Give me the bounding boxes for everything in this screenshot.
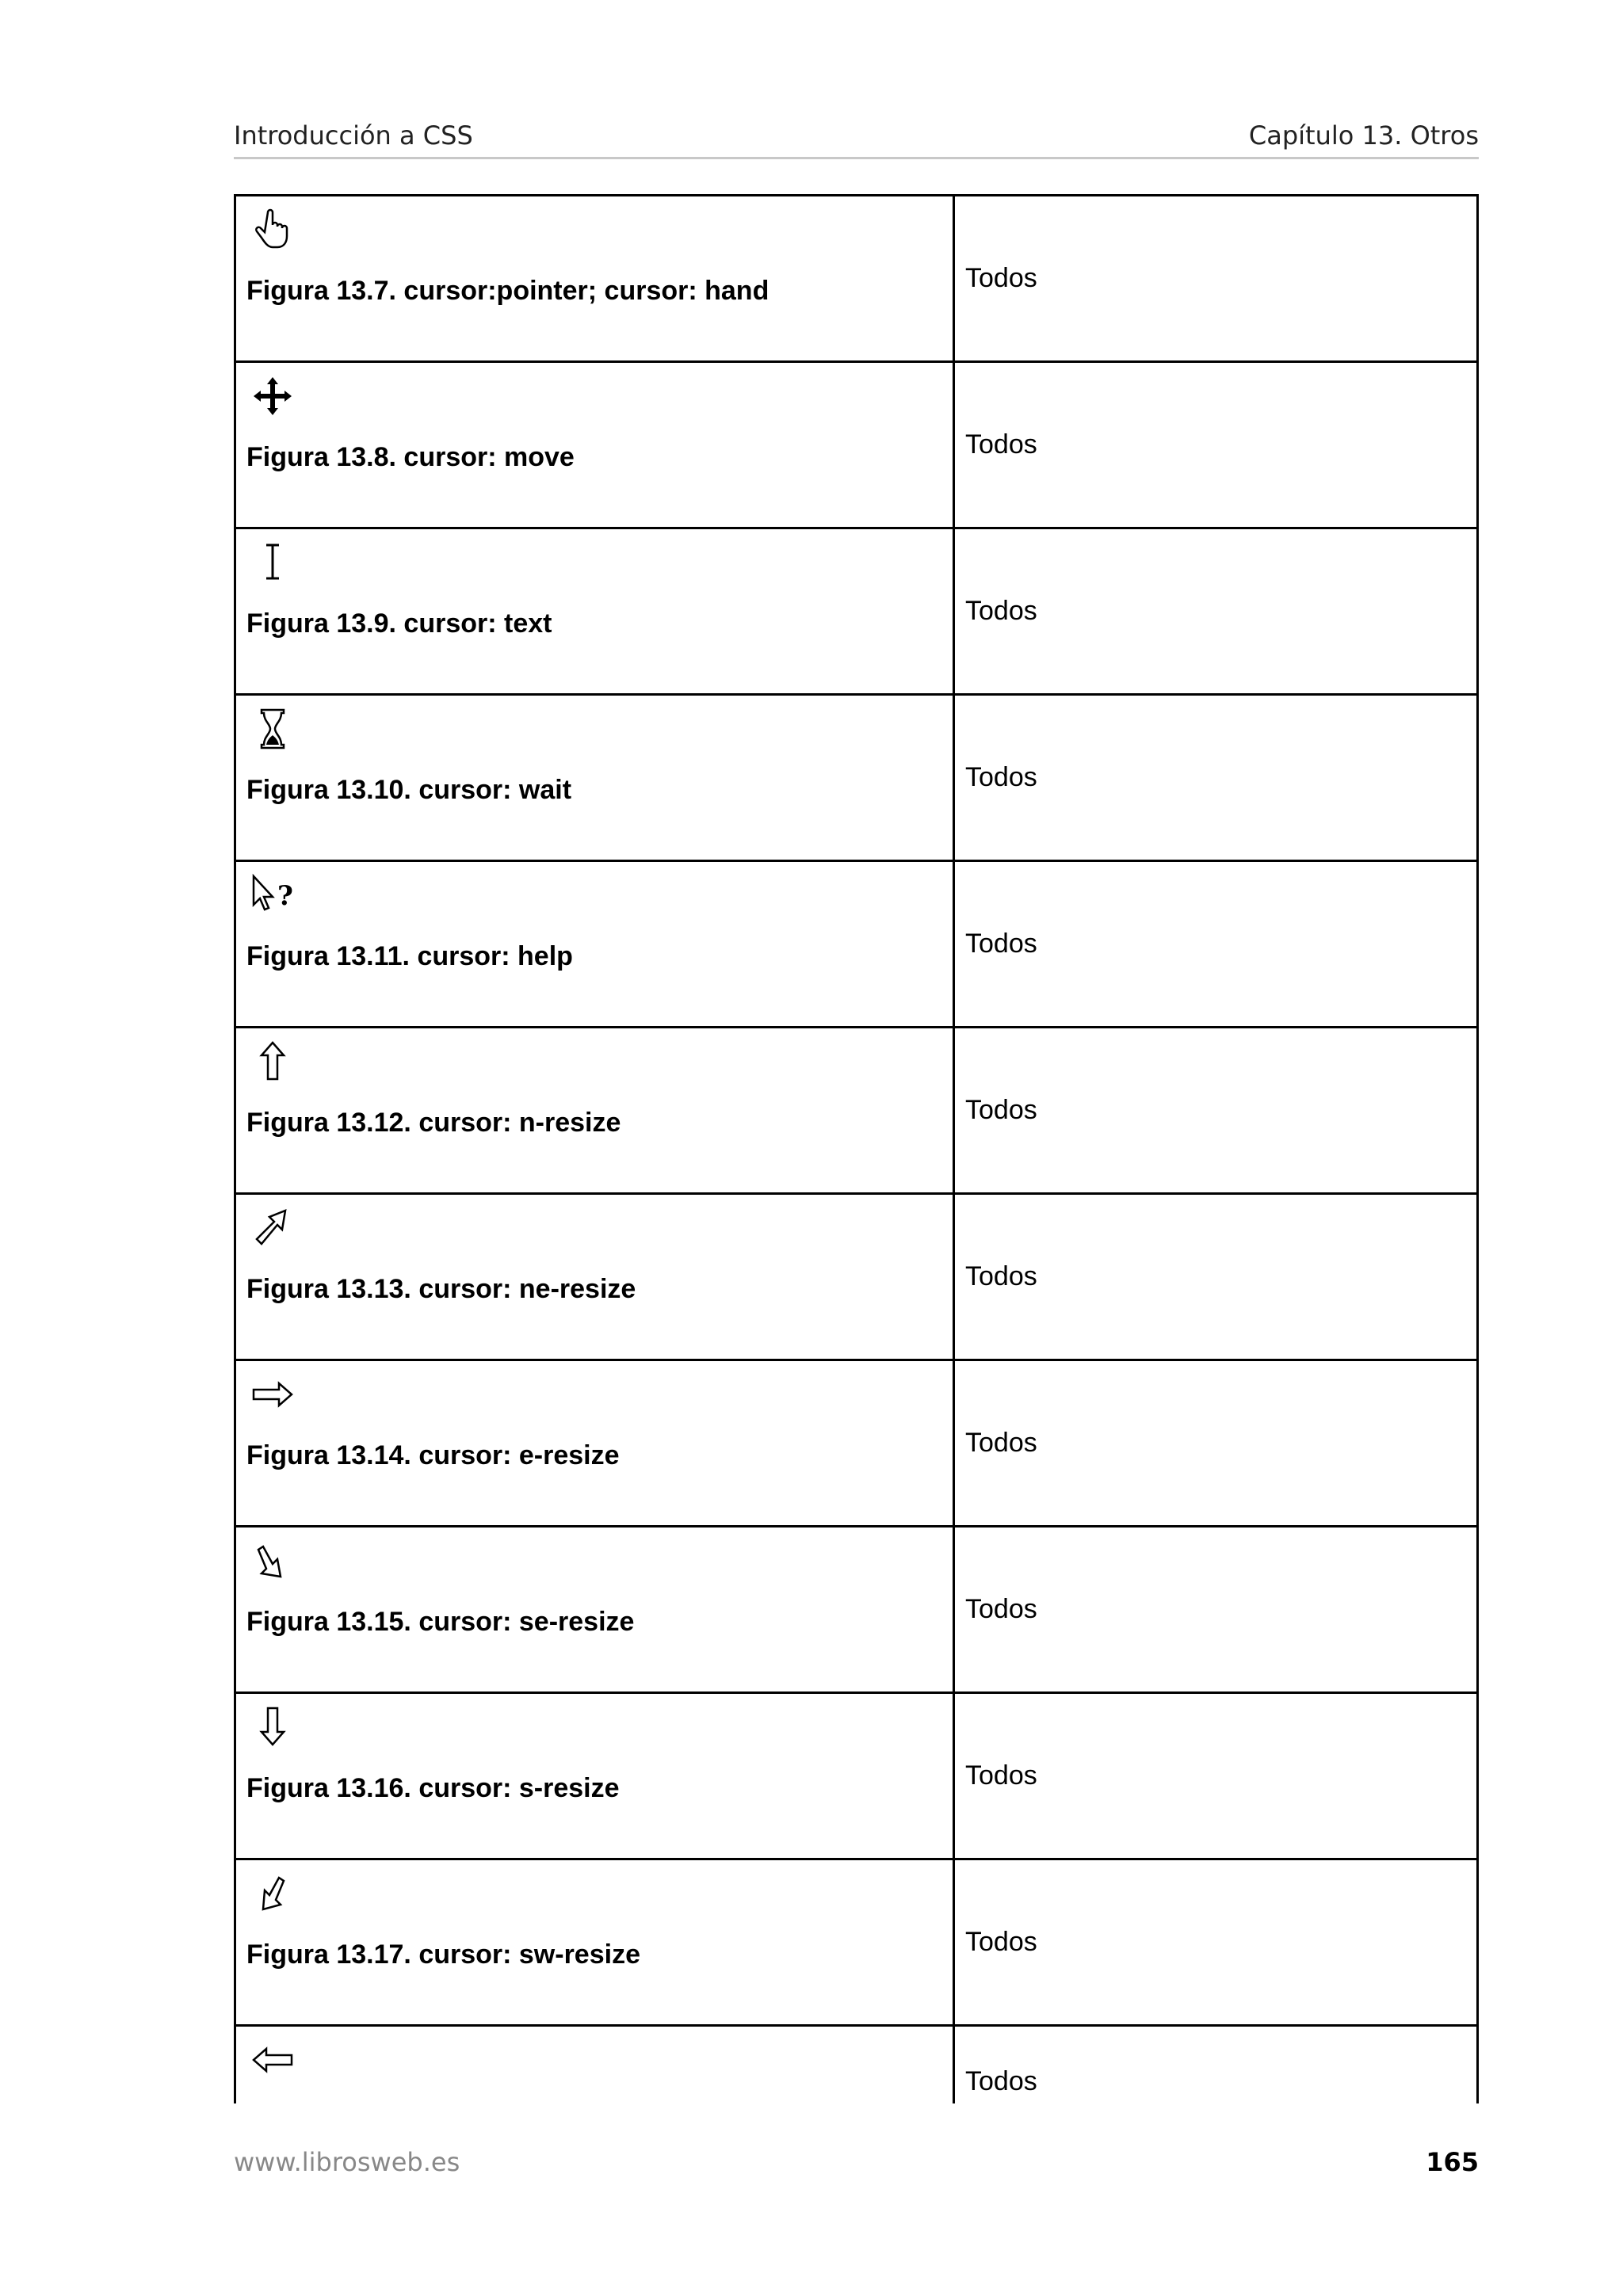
hand-pointer-icon <box>250 208 295 252</box>
table-row <box>236 2027 1476 2110</box>
arrow-up-icon <box>250 1039 295 1084</box>
table-row <box>236 696 1476 862</box>
table-row <box>236 1028 1476 1195</box>
table-row <box>236 1195 1476 1361</box>
arrow-down-icon <box>250 1705 295 1749</box>
figure-caption: Figura 13.16. cursor: s-resize <box>246 1773 620 1803</box>
arrow-down-left-icon <box>250 1871 295 1916</box>
browser-support: Todos <box>965 1927 1037 1957</box>
table-row <box>236 196 1476 363</box>
browser-support: Todos <box>965 1594 1037 1624</box>
hourglass-icon <box>250 707 295 751</box>
browser-support: Todos <box>965 1428 1037 1458</box>
browser-support: Todos <box>965 1261 1037 1291</box>
figure-caption: Figura 13.12. cursor: n-resize <box>246 1108 621 1138</box>
browser-support: Todos <box>965 2066 1037 2096</box>
figure-caption: Figura 13.14. cursor: e-resize <box>246 1440 620 1470</box>
site-url: www.librosweb.es <box>234 2147 460 2177</box>
cursor-table <box>234 194 1479 2103</box>
arrow-up-right-icon <box>250 1206 295 1250</box>
browser-support: Todos <box>965 596 1037 626</box>
figure-caption: Figura 13.10. cursor: wait <box>246 775 572 805</box>
browser-support: Todos <box>965 1760 1037 1791</box>
chapter-title: Capítulo 13. Otros <box>1248 120 1479 151</box>
text-beam-icon <box>250 540 295 585</box>
browser-support: Todos <box>965 1095 1037 1125</box>
page-header <box>234 117 1479 159</box>
svg-text:?: ? <box>277 880 293 912</box>
figure-caption: Figura 13.17. cursor: sw-resize <box>246 1939 640 1970</box>
table-row <box>236 363 1476 529</box>
help-cursor-icon <box>250 873 295 917</box>
arrow-left-icon <box>250 2038 295 2082</box>
table-row <box>236 1860 1476 2027</box>
figure-caption: Figura 13.9. cursor: text <box>246 608 552 639</box>
figure-caption: Figura 13.11. cursor: help <box>246 941 573 971</box>
figure-caption: Figura 13.13. cursor: ne-resize <box>246 1274 636 1304</box>
move-icon <box>250 374 295 418</box>
table-row <box>236 1527 1476 1694</box>
table-row <box>236 529 1476 696</box>
table-row <box>236 862 1476 1028</box>
arrow-right-icon <box>250 1372 295 1417</box>
arrow-down-right-icon <box>250 1539 295 1583</box>
browser-support: Todos <box>965 429 1037 460</box>
browser-support: Todos <box>965 263 1037 293</box>
figure-caption: Figura 13.15. cursor: se-resize <box>246 1607 635 1637</box>
book-title: Introducción a CSS <box>234 120 473 151</box>
table-row <box>236 1694 1476 1860</box>
table-row <box>236 1361 1476 1527</box>
browser-support: Todos <box>965 929 1037 959</box>
figure-caption: Figura 13.8. cursor: move <box>246 442 575 472</box>
page-number: 165 <box>1426 2147 1479 2177</box>
browser-support: Todos <box>965 762 1037 792</box>
figure-caption: Figura 13.7. cursor:pointer; cursor: hand <box>246 276 769 306</box>
